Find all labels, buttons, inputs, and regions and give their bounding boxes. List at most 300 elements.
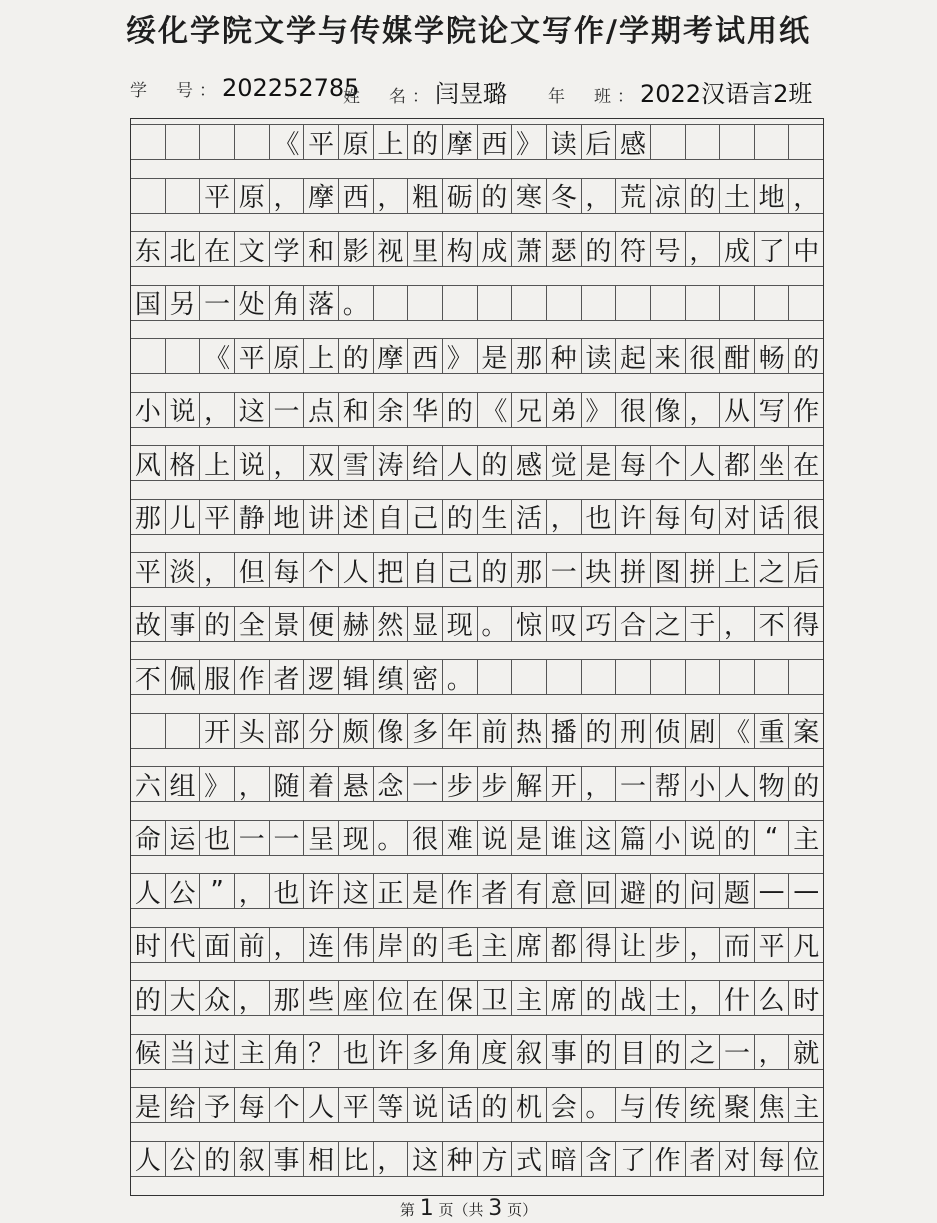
grid-cell [582,659,617,695]
grid-cell: 起 [616,338,651,374]
grid-cell: ， [547,499,582,535]
grid-cell: 西 [478,124,513,160]
grid-cell: 拼 [616,552,651,588]
grid-cell: 上 [200,445,235,481]
grid-row [131,552,823,588]
grid-cell: 图 [651,552,686,588]
grid-cell: 而 [720,927,755,963]
grid-cell [582,285,617,321]
grid-cell [720,659,755,695]
grid-cell: 一 [408,766,443,802]
grid-cell: 每 [616,445,651,481]
student-id-label: 学 号： [130,81,222,101]
grid-cell: 《 [478,392,513,428]
grid-cell: 原 [270,338,305,374]
grid-cell: 赫 [339,606,374,642]
grid-cell: 符 [616,231,651,267]
grid-cell: 不 [131,659,166,695]
grid-cell [789,285,823,321]
grid-cell: 辑 [339,659,374,695]
grid-cell: 感 [512,445,547,481]
grid-cell: 的 [200,1141,235,1177]
grid-cell [547,285,582,321]
grid-cell: 得 [789,606,823,642]
grid-cell: 凉 [651,178,686,214]
page-header-title: 绥化学院文学与传媒学院论文写作/学期考试用纸 [126,14,811,49]
grid-cell: 案 [789,713,823,749]
grid-cell: 原 [235,178,270,214]
grid-row [131,766,823,802]
grid-cell: 摩 [304,178,339,214]
grid-cell: 刑 [616,713,651,749]
grid-cell: 来 [651,338,686,374]
grid-row [131,820,823,856]
grid-cell: 的 [478,552,513,588]
grid-cell: 兄 [512,392,547,428]
grid-cell: 念 [374,766,409,802]
grid-cell: 述 [339,499,374,535]
grid-cell [651,659,686,695]
grid-cell: 是 [582,445,617,481]
grid-cell: 》 [582,392,617,428]
grid-cell: 六 [131,766,166,802]
grid-cell: 那 [512,338,547,374]
grid-cell: 得 [582,927,617,963]
grid-cell: 酣 [720,338,755,374]
grid-cell: 风 [131,445,166,481]
grid-cell: 》 [200,766,235,802]
grid-cell: 每 [235,1087,270,1123]
grid-cell: 现 [443,606,478,642]
grid-cell: 冬 [547,178,582,214]
grid-cell: 机 [512,1087,547,1123]
grid-cell: 热 [512,713,547,749]
grid-cell: 土 [720,178,755,214]
grid-cell: 角 [270,1034,305,1070]
grid-cell [166,178,201,214]
grid-cell: 者 [686,1141,721,1177]
grid-cell: 弟 [547,392,582,428]
grid-cell [408,285,443,321]
grid-cell: 物 [755,766,790,802]
grid-cell: 这 [235,392,270,428]
grid-row [131,659,823,695]
grid-cell: 活 [512,499,547,535]
grid-cell: 开 [547,766,582,802]
grid-cell: 者 [270,659,305,695]
grid-cell: 战 [616,980,651,1016]
grid-cell: 让 [616,927,651,963]
grid-cell: 连 [304,927,339,963]
grid-cell: 人 [720,766,755,802]
grid-cell: 人 [686,445,721,481]
grid-cell: 些 [304,980,339,1016]
grid-cell: 谁 [547,820,582,856]
grid-cell: ？ [304,1034,339,1070]
grid-cell: 之 [755,552,790,588]
grid-cell [166,338,201,374]
grid-cell: “ [755,820,790,856]
grid-cell: 的 [200,606,235,642]
grid-cell [131,178,166,214]
grid-cell: 给 [166,1087,201,1123]
grid-cell: ， [235,980,270,1016]
grid-cell [686,285,721,321]
grid-cell: 平 [304,124,339,160]
grid-cell: 小 [131,392,166,428]
grid-cell: ， [789,178,823,214]
grid-cell [755,659,790,695]
grid-cell: 的 [582,713,617,749]
grid-cell: 萧 [512,231,547,267]
grid-cell: 分 [304,713,339,749]
grid-row [131,1087,823,1123]
grid-cell [131,124,166,160]
grid-cell: 雪 [339,445,374,481]
grid-cell [374,285,409,321]
class-value: 2022汉语言2班 [640,80,813,108]
grid-cell: 那 [131,499,166,535]
grid-cell [547,659,582,695]
grid-cell: ， [686,927,721,963]
grid-cell: 等 [374,1087,409,1123]
grid-row [131,713,823,749]
grid-cell: 前 [235,927,270,963]
grid-cell: 在 [200,231,235,267]
page-footer [0,1196,937,1221]
grid-cell: 作 [789,392,823,428]
grid-cell: 凡 [789,927,823,963]
grid-row [131,1141,823,1177]
grid-cell: 显 [408,606,443,642]
grid-cell: 主 [789,820,823,856]
grid-cell: 成 [720,231,755,267]
grid-cell: 了 [616,1141,651,1177]
grid-cell: 头 [235,713,270,749]
grid-cell: 里 [408,231,443,267]
grid-cell: 公 [166,1141,201,1177]
grid-cell: 摩 [443,124,478,160]
grid-cell: 但 [235,552,270,588]
grid-cell: 比 [339,1141,374,1177]
grid-cell [478,659,513,695]
grid-cell: 者 [478,873,513,909]
grid-row [131,124,823,160]
grid-cell: 面 [200,927,235,963]
grid-cell: 叙 [512,1034,547,1070]
grid-cell: 意 [547,873,582,909]
grid-cell: 的 [339,338,374,374]
grid-cell: 处 [235,285,270,321]
grid-row [131,980,823,1016]
grid-cell: 每 [755,1141,790,1177]
grid-cell: 。 [374,820,409,856]
grid-cell: 有 [512,873,547,909]
grid-cell: 种 [547,338,582,374]
grid-cell: 的 [478,178,513,214]
grid-cell [789,124,823,160]
grid-cell [478,285,513,321]
grid-cell: 很 [789,499,823,535]
grid-cell: 读 [582,338,617,374]
grid-cell: 在 [789,445,823,481]
student-id-field [130,74,359,108]
grid-cell: 一 [720,1034,755,1070]
grid-cell: 许 [374,1034,409,1070]
grid-cell: 统 [686,1087,721,1123]
page-suffix: 页） [507,1201,538,1219]
grid-cell: 平 [200,178,235,214]
grid-cell: 方 [478,1141,513,1177]
grid-cell: 佩 [166,659,201,695]
grid-cell: 伟 [339,927,374,963]
grid-cell: ， [235,766,270,802]
grid-cell: 故 [131,606,166,642]
grid-cell: 余 [374,392,409,428]
grid-cell: 会 [547,1087,582,1123]
grid-cell: 的 [651,1034,686,1070]
grid-cell: 了 [755,231,790,267]
grid-cell [131,338,166,374]
grid-cell: 格 [166,445,201,481]
grid-cell [651,285,686,321]
grid-cell: 时 [789,980,823,1016]
grid-cell: 砺 [443,178,478,214]
grid-cell: 也 [270,873,305,909]
grid-cell: 把 [374,552,409,588]
grid-cell: 呈 [304,820,339,856]
grid-cell: 《 [270,124,305,160]
grid-cell: 不 [755,606,790,642]
grid-cell: 作 [235,659,270,695]
grid-cell: 便 [304,606,339,642]
grid-cell: 话 [755,499,790,535]
grid-cell: 式 [512,1141,547,1177]
grid-cell: 一 [270,392,305,428]
grid-cell: 岸 [374,927,409,963]
name-field [343,74,507,108]
grid-row [131,927,823,963]
grid-cell: 候 [131,1034,166,1070]
grid-cell: 含 [582,1141,617,1177]
grid-cell: 地 [270,499,305,535]
grid-cell: 事 [270,1141,305,1177]
grid-cell: 和 [339,392,374,428]
grid-cell [616,285,651,321]
grid-cell: 一 [616,766,651,802]
grid-cell: 过 [200,1034,235,1070]
grid-cell: 叙 [235,1141,270,1177]
grid-cell: 作 [443,873,478,909]
grid-cell: 的 [408,124,443,160]
grid-cell: 。 [443,659,478,695]
grid-cell: 平 [200,499,235,535]
grid-cell: 每 [270,552,305,588]
grid-cell: 一 [200,285,235,321]
name-label: 姓 名： [343,87,435,107]
grid-cell: 许 [304,873,339,909]
grid-cell [235,124,270,160]
grid-cell [720,285,755,321]
grid-cell: 西 [339,178,374,214]
grid-cell: 命 [131,820,166,856]
grid-cell: ” [200,873,235,909]
class-field [548,74,812,108]
grid-cell: 开 [200,713,235,749]
grid-cell [720,124,755,160]
grid-cell: 一 [270,820,305,856]
grid-cell [131,713,166,749]
grid-cell: 的 [478,445,513,481]
grid-cell: 落 [304,285,339,321]
grid-cell: ， [200,552,235,588]
grid-cell: 回 [582,873,617,909]
grid-cell: 组 [166,766,201,802]
grid-cell: 篇 [616,820,651,856]
grid-cell: ， [582,178,617,214]
grid-cell: 聚 [720,1087,755,1123]
grid-cell: 写 [755,392,790,428]
grid-cell: 大 [166,980,201,1016]
grid-cell: 公 [166,873,201,909]
grid-cell: 是 [478,338,513,374]
grid-row [131,445,823,481]
grid-cell: 的 [651,873,686,909]
grid-cell [686,659,721,695]
grid-cell: 自 [408,552,443,588]
page-mid: 页（共 [438,1201,484,1219]
grid-cell: 《 [200,338,235,374]
grid-cell: 影 [339,231,374,267]
grid-cell: 在 [408,980,443,1016]
grid-cell: 人 [131,873,166,909]
grid-cell: 与 [616,1087,651,1123]
grid-cell: 瑟 [547,231,582,267]
grid-row [131,873,823,909]
grid-cell: 位 [789,1141,823,1177]
grid-cell: 的 [443,392,478,428]
grid-cell: 的 [582,1034,617,1070]
grid-cell: 随 [270,766,305,802]
grid-cell: — [789,873,823,909]
grid-cell: 是 [512,820,547,856]
grid-cell: 卫 [478,980,513,1016]
grid-cell: 度 [478,1034,513,1070]
grid-cell: 座 [339,980,374,1016]
grid-cell: 觉 [547,445,582,481]
grid-cell: 华 [408,392,443,428]
grid-cell [443,285,478,321]
grid-cell: 部 [270,713,305,749]
grid-cell: 位 [374,980,409,1016]
grid-cell: 也 [200,820,235,856]
grid-cell: 解 [512,766,547,802]
grid-cell: 帮 [651,766,686,802]
grid-cell: 的 [408,927,443,963]
grid-cell: 荒 [616,178,651,214]
grid-cell: 中 [789,231,823,267]
grid-cell: 作 [651,1141,686,1177]
class-label: 年 班： [548,87,640,107]
grid-cell: 也 [339,1034,374,1070]
grid-cell: 说 [408,1087,443,1123]
grid-cell: ， [720,606,755,642]
grid-cell: 代 [166,927,201,963]
grid-cell: 避 [616,873,651,909]
grid-cell: 重 [755,713,790,749]
grid-row [131,499,823,535]
grid-cell: 西 [408,338,443,374]
grid-cell: 颇 [339,713,374,749]
grid-cell: 这 [408,1141,443,1177]
grid-cell: 是 [408,873,443,909]
grid-cell: 和 [304,231,339,267]
grid-cell: 成 [478,231,513,267]
grid-cell: 合 [616,606,651,642]
grid-cell: 畅 [755,338,790,374]
grid-cell: 逻 [304,659,339,695]
grid-cell: 人 [339,552,374,588]
grid-cell: 平 [339,1087,374,1123]
grid-cell: 自 [374,499,409,535]
grid-cell: 运 [166,820,201,856]
grid-cell [651,124,686,160]
grid-cell: 寒 [512,178,547,214]
grid-cell: 拼 [686,552,721,588]
grid-cell: 上 [374,124,409,160]
grid-cell: 从 [720,392,755,428]
grid-cell: 人 [304,1087,339,1123]
grid-cell: 多 [408,1034,443,1070]
grid-cell: 淡 [166,552,201,588]
essay-grid-paper [130,118,824,1196]
grid-cell: 服 [200,659,235,695]
grid-cell: 块 [582,552,617,588]
grid-cell: 平 [131,552,166,588]
grid-cell: 双 [304,445,339,481]
page-prefix: 第 [399,1201,415,1219]
grid-cell: 播 [547,713,582,749]
grid-cell: 步 [478,766,513,802]
grid-cell: 密 [408,659,443,695]
grid-cell: 难 [443,820,478,856]
grid-cell: 缜 [374,659,409,695]
grid-cell: 的 [720,820,755,856]
grid-cell: 静 [235,499,270,535]
grid-cell: 剧 [686,713,721,749]
grid-cell: ， [582,766,617,802]
grid-cell: 主 [235,1034,270,1070]
grid-cell: 一 [235,820,270,856]
grid-cell: 士 [651,980,686,1016]
grid-cell: 席 [547,980,582,1016]
grid-cell: 这 [582,820,617,856]
grid-cell: 号 [651,231,686,267]
grid-cell: ， [270,178,305,214]
grid-cell: 句 [686,499,721,535]
grid-cell: 前 [478,713,513,749]
grid-cell: 多 [408,713,443,749]
grid-cell: 像 [374,713,409,749]
grid-cell: 。 [339,285,374,321]
grid-cell: 毛 [443,927,478,963]
grid-cell: 之 [686,1034,721,1070]
grid-cell: 全 [235,606,270,642]
grid-cell: 年 [443,713,478,749]
grid-cell: 的 [582,231,617,267]
grid-cell: 的 [478,1087,513,1123]
grid-cell [512,659,547,695]
